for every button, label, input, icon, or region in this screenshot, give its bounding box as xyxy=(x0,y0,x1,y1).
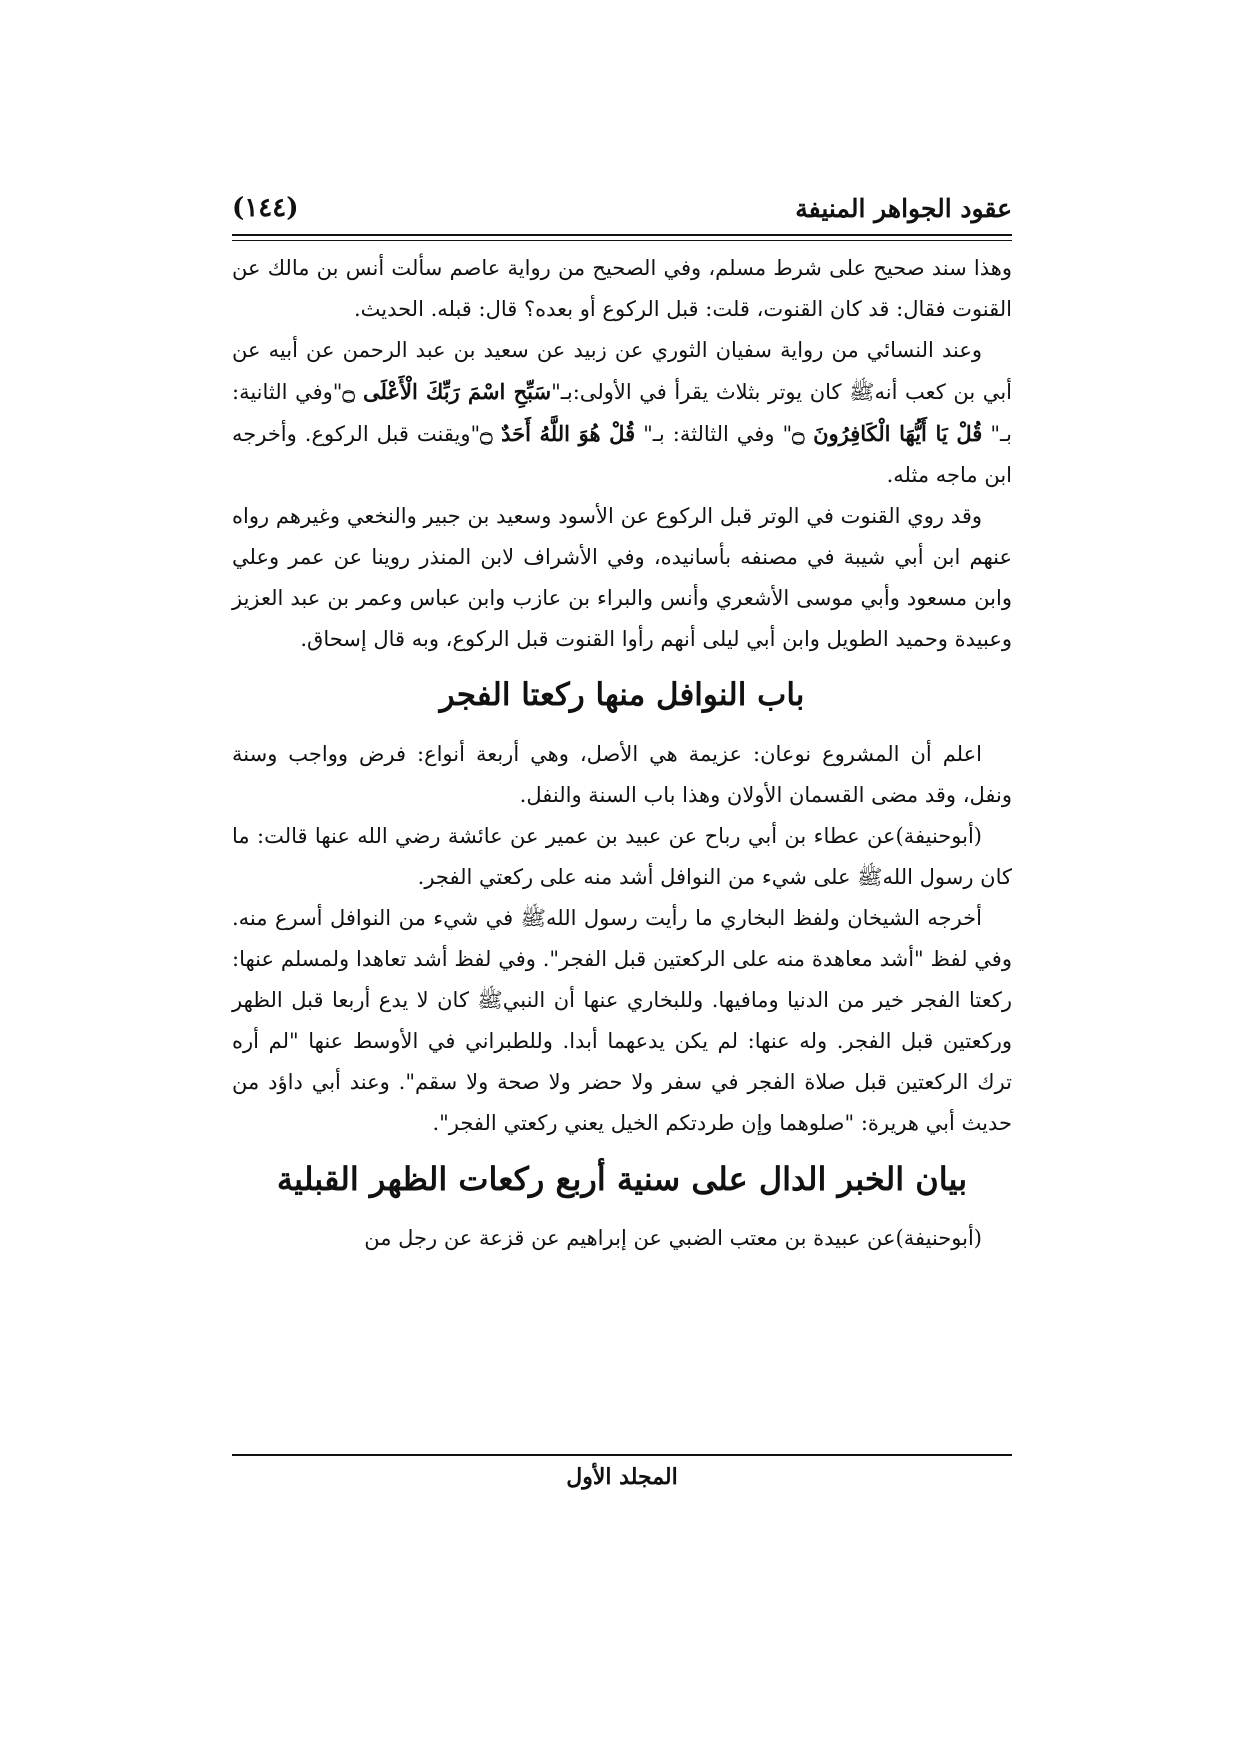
paragraph-2 xyxy=(232,330,1012,496)
paragraph-5: (أبوحنيفة)عن عطاء بن أبي رباح عن عبيد بن عمير عن عائشة رضي الله عنها قالت: ما كان رسول اللهﷺ على شيء من النوافل أشد منه على ركعتي الفجر. xyxy=(232,824,1012,889)
footer-rule xyxy=(232,1454,1012,1456)
page-number: (١٤٤) xyxy=(232,193,299,223)
quran-verse-3: قُلْ هُوَ اللَّهُ أَحَدٌ ۝ xyxy=(480,421,636,446)
paragraph-2-text-1: وعند النسائي من رواية سفيان الثوري عن زبيد عن سعيد بن عبد الرحمن عن أبيه عن أبي بن كعب أنهﷺ كان يوتر بثلاث يقرأ في الأولى:بـ" xyxy=(232,338,1012,404)
page-header xyxy=(232,186,1012,230)
paragraph-4: اعلم أن المشروع نوعان: عزيمة هي الأصل، وهي أربعة أنواع: فرض وواجب وسنة ونفل، وقد مضى القسمان الأولان وهذا باب السنة والنفل. xyxy=(232,742,1012,807)
section-heading-1: باب النوافل منها ركعتا الفجر xyxy=(439,677,805,713)
quran-verse-1: سَبِّحِ اسْمَ رَبِّكَ الْأَعْلَى ۝ xyxy=(342,379,552,404)
page-body xyxy=(232,248,1012,1259)
paragraph-2-text-4: "ويقنت قبل الركوع. وأخرجه ابن ماجه مثله. xyxy=(232,422,1012,487)
header-rule xyxy=(232,234,1012,241)
book-page xyxy=(232,186,1012,1606)
paragraph-7: (أبوحنيفة)عن عبيدة بن معتب الضبي عن إبراهيم عن قزعة عن رجل من xyxy=(364,1226,982,1250)
paragraph-6: أخرجه الشيخان ولفظ البخاري ما رأيت رسول اللهﷺ في شيء من النوافل أسرع منه. وفي لفظ "أشد معاهدة منه على الركعتين قبل الفجر". وفي لفظ أشد تعاهدا ولمسلم عنها: ركعتا الفجر خير من الدنيا ومافيها. وللبخاري عنها أن النبيﷺ كان لا يدع أربعا قبل الظهر وركعتين قبل الفجر. وله عنها: لم يكن يدعهما أبدا. وللطبراني في الأوسط عنها "لم أره ترك الركعتين قبل صلاة الفجر في سفر ولا حضر ولا صحة ولا سقم". وعند أبي داؤد من حديث أبي هريرة: "صلوهما وإن طردتكم الخيل يعني ركعتي الفجر". xyxy=(232,906,1012,1135)
paragraph-3: وقد روي القنوت في الوتر قبل الركوع عن الأسود وسعيد بن جبير والنخعي وغيرهم رواه عنهم ابن أبي شيبة في مصنفه بأسانيده، وفي الأشراف لابن المنذر روينا عن عمر وعلي وابن مسعود وأبي موسى الأشعري وأنس والبراء بن عازب وابن عباس وعمر بن عبد العزيز وعبيدة وحميد الطويل وابن أبي ليلى أنهم رأوا القنوت قبل الركوع، وبه قال إسحاق. xyxy=(232,504,1012,651)
quran-verse-2: قُلْ يَا أَيُّهَا الْكَافِرُونَ ۝ xyxy=(792,421,983,446)
paragraph-2-text-3: " وفي الثالثة: بـ" xyxy=(635,422,793,446)
paragraph-2-text-2: "وفي الثانية: بـ" xyxy=(232,380,1012,446)
paragraph-1: وهذا سند صحيح على شرط مسلم، وفي الصحيح من رواية عاصم سألت أنس بن مالك عن القنوت فقال: قد كان القنوت، قلت: قبل الركوع أو بعده؟ قال: قبله. الحديث. xyxy=(232,256,1012,321)
section-heading-2: بيان الخبر الدال على سنية أربع ركعات الظهر القبلية xyxy=(276,1160,968,1198)
book-title: عقود الجواهر المنيفة xyxy=(795,193,1012,223)
volume-label: المجلد الأول xyxy=(566,1464,678,1490)
